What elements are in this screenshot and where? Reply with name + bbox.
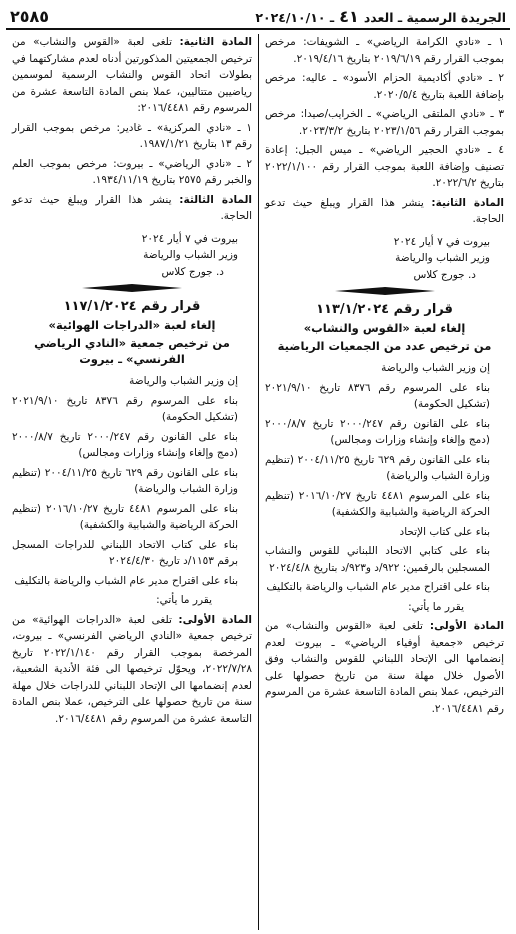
article-3	[12, 192, 252, 225]
sign-place: بيروت في ٧ أيار ٢٠٢٤	[141, 232, 238, 245]
article-text: تلغى لعبة «القوس والنشاب» من ترخيص الجمعيتين المذكورتين أدناه لعدم مشاركتهما في بطولات اتحاد القوس والنشاب الرسمية لموسمين رياضيين متتاليين، عملا بنص المادة التاسعة عشرة من المرسوم رقم ٢٠١٦/٤٤٨١:	[12, 36, 252, 114]
article-label: المادة الثالثة:	[179, 193, 252, 206]
article-label: المادة الثانية:	[431, 196, 504, 209]
article-text: تلغى لعبة «القوس والنشاب» من ترخيص «جمعية أوفياء الرياضي» ـ بيروت لعدم إنضمامها الى الإتحاد اللبناني للقوس والنشاب وفق الأصول خلال مهلة سنة من تاريخ حصولها على الترخيص، عملا بنص المادة التاسعة عشرة من المرسوم رقم ٢٠١٦/٤٤٨١.	[265, 620, 504, 715]
issue-date: ـ ٢٠٢٤/١٠/١٠	[255, 10, 335, 25]
basis-item: بناء على اقتراح مدير عام الشباب والرياضة بالتكليف	[14, 574, 238, 587]
basis-item: بناء على المرسوم ٤٤٨١ تاريخ ٢٠١٦/١٠/٢٧ (تنظيم الحركة الرياضية والشبابية والكشفية)	[265, 489, 491, 518]
list-item: ١ ـ «نادي المركزية» ـ غادير: مرخص بموجب القرار رقم ١٣ بتاريخ ١٩٨٧/١/٢١.	[12, 121, 252, 150]
basis-item: بناء على القانون رقم ٢٠٠٠/٢٤٧ تاريخ ٢٠٠٠/٨/٧ (دمج وإلغاء وإنشاء وزارات ومجالس)	[12, 430, 238, 459]
columns	[6, 34, 510, 930]
article-text: ينشر هذا القرار ويبلغ حيث تدعو الحاجة.	[12, 193, 252, 222]
decision-title: قرار رقم ١١٧/١/٢٠٢٤	[63, 299, 201, 314]
sign-name: د. جورج كلاس	[413, 268, 476, 281]
basis-item: بناء على القانون رقم ٦٢٩ تاريخ ٢٠٠٤/١١/٢٥ (تنظيم وزارة الشباب والرياضة)	[12, 466, 238, 495]
basis-item: بناء على القانون رقم ٢٠٠٠/٢٤٧ تاريخ ٢٠٠٠/٨/٧ (دمج وإلغاء وإنشاء وزارات ومجالس)	[265, 417, 490, 446]
article-label: المادة الثانية:	[179, 36, 252, 48]
left-column	[6, 34, 258, 930]
basis-item: بناء على كتاب الاتحاد اللبناني للدراجات المسجل برقم ١١٥٣/د تاريخ ٢٠٢٤/٤/٣٠	[12, 538, 238, 567]
section-divider	[12, 283, 252, 293]
article-text: ينشر هذا القرار ويبلغ حيث تدعو الحاجة.	[265, 196, 504, 225]
decides-line: يقرر ما يأتي:	[156, 594, 212, 606]
basis-item: بناء على كتاب الإتحاد	[399, 525, 490, 538]
article-1	[12, 612, 252, 728]
decision-subtitle: إلغاء لعبة «القوس والنشاب»	[303, 321, 466, 335]
sign-place: بيروت في ٧ أيار ٢٠٢٤	[393, 235, 490, 248]
divider-ornament	[335, 286, 435, 296]
article-label: المادة الأولى:	[178, 613, 252, 626]
signature-block	[265, 234, 504, 284]
gazette-title: الجريدة الرسمية ـ العدد	[363, 10, 506, 25]
minister-line: إن وزير الشباب والرياضة	[129, 375, 238, 387]
list-item: ٢ ـ «نادي أكاديمية الحزام الأسود» ـ عاليه: مرخص بإضافة اللعبة بتاريخ ٢٠٢٠/٥/٤.	[265, 72, 504, 101]
decides-line: يقرر ما يأتي:	[408, 600, 464, 613]
basis-item: بناء على اقتراح مدير عام الشباب والرياضة بالتكليف	[266, 581, 490, 593]
page-header	[6, 6, 510, 30]
article-label: المادة الأولى:	[429, 620, 504, 632]
sign-role: وزير الشباب والرياضة	[395, 252, 490, 264]
basis-item: بناء على كتابي الاتحاد اللبناني للقوس والنشاب المسجلين بالرقمين: ٩٢٢/د و٩٢٣/د بتاريخ ٢٠٢٤/٤/٨	[265, 545, 490, 574]
list-item: ١ ـ «نادي الكرامة الرياضي» ـ الشويفات: مرخص بموجب القرار رقم ٢٠١٩/٦/١٩ بتاريخ ٢٠١٩/٤/١٦.	[265, 36, 504, 65]
right-column	[258, 34, 510, 930]
decision-subtitle-2: من ترخيص جمعية «النادي الرياضي الفرنسي» ـ بيروت	[34, 336, 230, 366]
article-text: تلغى لعبة «الدراجات الهوائية» من ترخيص جمعية «النادي الرياضي الفرنسي» ـ بيروت، المرخصة بموجب القرار رقم ٢٠٢٢/١/١٤٠ تاريخ ٢٠٢٢/٧/٢٨، ويحوّل ترخيصها الى فئة الأندية الشعبية، لعدم إنضمامها الى الإتحاد اللبناني للدراجات خلال مهلة سنة من تاريخ حصولها على الترخيص، عملا بنص المادة التاسعة عشرة من المرسوم رقم ٢٠١٦/٤٤٨١.	[12, 613, 252, 725]
decision-subtitle: إلغاء لعبة «الدراجات الهوائية»	[48, 318, 216, 332]
list-item: ٢ ـ «نادي الرياضي» ـ بيروت: مرخص بموجب العلم والخبر رقم ٢٥٧٥ بتاريخ ١٩٣٤/١١/١٩.	[12, 157, 252, 186]
decision-subtitle-2: من ترخيص عدد من الجمعيات الرياضية	[277, 339, 492, 353]
minister-line: إن وزير الشباب والرياضة	[381, 362, 490, 374]
sign-role: وزير الشباب والرياضة	[143, 249, 238, 261]
basis-item: بناء على المرسوم ٤٤٨١ تاريخ ٢٠١٦/١٠/٢٧ (تنظيم الحركة الرياضية والشبابية والكشفية)	[12, 502, 238, 531]
issue-number: ٤١	[339, 7, 359, 26]
article-2	[265, 195, 504, 228]
basis-item: بناء على المرسوم رقم ٨٣٧٦ تاريخ ٢٠٢١/٩/١٠ (تشكيل الحكومة)	[265, 381, 490, 410]
page-number: ٢٥٨٥	[10, 7, 50, 26]
signature-block	[12, 231, 252, 281]
list-item: ٣ ـ «نادي الملتقى الرياضي» ـ الخرايب/صيدا: مرخص بموجب القرار رقم ٢٠٢٣/١/٥٦ بتاريخ ٢٠٢٣/٣/٢.	[265, 108, 504, 137]
section-divider	[265, 286, 504, 296]
list-item: ٤ ـ «نادي الحجير الرياضي» ـ ميس الجبل: إعادة تصنيف وإضافة اللعبة بموجب القرار رقم ٢٠٢٢/١/١٠٠ بتاريخ ٢٠٢٢/٦/٢.	[265, 144, 504, 189]
basis-item: بناء على القانون رقم ٦٢٩ تاريخ ٢٠٠٤/١١/٢٥ (تنظيم وزارة الشباب والرياضة)	[265, 453, 490, 482]
article-1	[265, 618, 504, 717]
divider-ornament	[82, 283, 182, 293]
article-2	[12, 34, 252, 117]
header-title-group	[255, 7, 506, 26]
basis-item: بناء على المرسوم رقم ٨٣٧٦ تاريخ ٢٠٢١/٩/١٠ (تشكيل الحكومة)	[12, 394, 238, 423]
sign-name: د. جورج كلاس	[161, 265, 224, 278]
decision-title: قرار رقم ١١٣/١/٢٠٢٤	[316, 302, 453, 317]
